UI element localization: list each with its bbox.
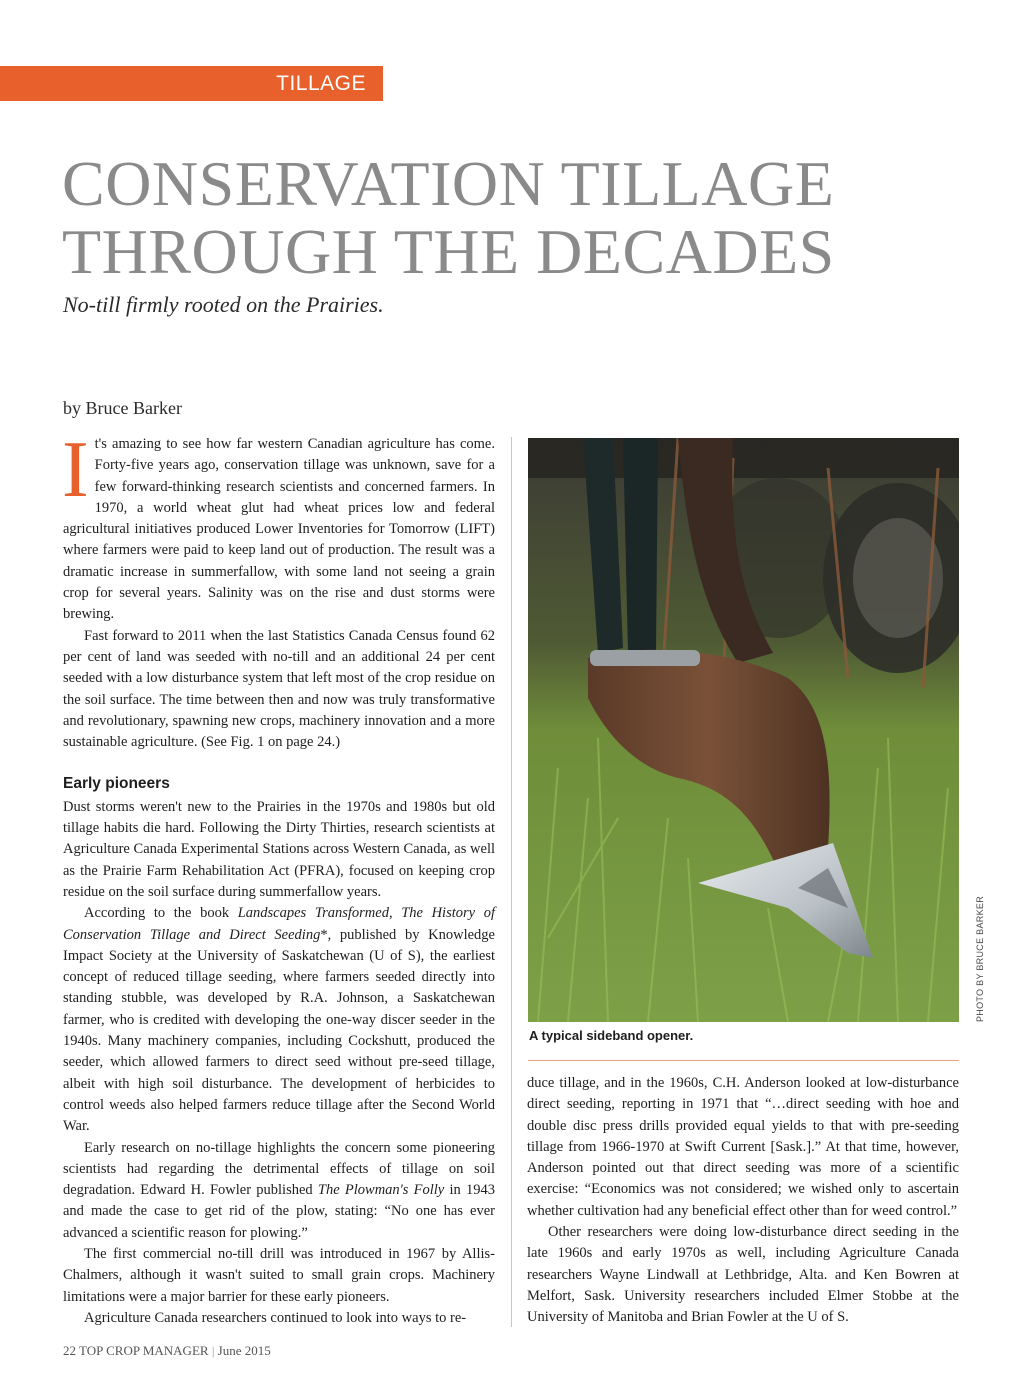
- section-banner: [0, 66, 383, 101]
- footer-separator: |: [211, 1343, 215, 1358]
- title-line-2: THROUGH THE DECADES: [62, 216, 835, 287]
- book-title: Landscapes Transformed, The History of Conservation Tillage and Direct Seeding: [63, 905, 495, 943]
- magazine-name: TOP CROP MANAGER: [79, 1343, 209, 1358]
- page-number: 22: [63, 1343, 76, 1358]
- page-footer: [63, 1343, 271, 1359]
- paragraph: Fast forward to 2011 when the last Statistics Canada Census found 62 per cent of land was seeded with no-till and an additional 24 per cent seeded with a low disturbance system that left most of the crop residue on the soil surface. The time between then and now was truly transformative and revolutionary, spawning new crops, machinery innovation and a more sustainable agriculture. (See Fig. 1 on page 24.): [63, 627, 495, 751]
- subheading-early-pioneers: Early pioneers: [63, 775, 170, 793]
- photo-caption: A typical sideband opener.: [529, 1028, 694, 1043]
- paragraph: Other researchers were doing low-disturbance direct seeding in the late 1960s and early 1970s as well, including Agriculture Canada researchers Wayne Lindwall at Lethbridge, Alta. and Ken Bowren at Melfort, Sask. University researchers included Elmer Stobbe at the University of Manitoba and Brian Fowler at the U of S.: [527, 1224, 959, 1326]
- right-column: [527, 1073, 959, 1329]
- drop-cap: I: [62, 426, 89, 514]
- article-title: [62, 150, 962, 286]
- paragraph: Early research on no-tillage highlights the concern some pioneering scientists had regarding the detrimental effects of tillage on soil degradation. Edward H. Fowler published The Plowman's Folly in 1943 and made the case to get rid of the plow, stating: “No one has ever advanced a scientific reason for plowing.”: [63, 1139, 495, 1241]
- byline: by Bruce Barker: [63, 398, 182, 418]
- section-label: TILLAGE: [276, 71, 366, 95]
- caption-divider: [528, 1060, 959, 1061]
- issue-date: June 2015: [217, 1343, 271, 1358]
- article-subtitle: No-till firmly rooted on the Prairies.: [63, 292, 384, 317]
- column-divider: [511, 437, 512, 1327]
- left-column: [62, 426, 495, 1329]
- photo-illustration: [528, 438, 959, 1022]
- photo-sideband-opener: [528, 438, 959, 1022]
- paragraph: According to the book Landscapes Transformed, The History of Conservation Tillage and Direct Seeding*, published by Knowledge Impact Society at the University of Saskatchewan (U of S), the earliest concept of reduced tillage seeding, where farmers seeded directly into standing stubble, was developed by R.A. Johnson, a Saskatchewan farmer, who is credited with developing the one-way discer seeder in the 1940s. Many machinery companies, including Cockshutt, produced the seeder, which allowed farmers to direct seed without pre-seed tillage, albeit with high soil disturbance. The development of herbicides to control weeds also helped farmers reduce tillage after the Second World War.: [63, 905, 495, 1135]
- paragraph: Agriculture Canada researchers continued to look into ways to re-: [84, 1309, 467, 1326]
- paragraph: Dust storms weren't new to the Prairies in the 1970s and 1980s but old tillage habits die hard. Following the Dirty Thirties, research scientists at Agriculture Canada Experimental Stations across Western Canada, as well as the Prairie Farm Rehabilitation Act (PFRA), focused on keeping crop residue on the soil surface during summerfallow years.: [63, 798, 495, 900]
- book-title: The Plowman's Folly: [317, 1182, 445, 1199]
- title-line-1: CONSERVATION TILLAGE: [62, 148, 835, 219]
- photo-credit: PHOTO BY BRUCE BARKER: [975, 896, 985, 1022]
- paragraph: The first commercial no-till drill was introduced in 1967 by Allis-Chalmers, although it wasn't suited to small grain crops. Machinery limitations were a major barrier for these early pioneers.: [63, 1245, 495, 1305]
- paragraph-intro: It's amazing to see how far western Canadian agriculture has come. Forty-five years ago, conservation tillage was unknown, save for a few forward-thinking research scientists and concerned farmers. In 1970, a world wheat glut had wheat prices low and federal agricultural initiatives produced Lower Inventories for Tomorrow (LIFT) where farmers were paid to keep land out of production. The result was a dramatic increase in summerfallow, with some land not seeing a grain crop for several years. Salinity was on the rise and dust storms were brewing.: [62, 426, 495, 623]
- paragraph: duce tillage, and in the 1960s, C.H. Anderson looked at low-disturbance direct seeding, reporting in 1971 that “…direct seeding with hoe and double disc press drills provided equal yields to that with pre-seeding tillage from 1966-1970 at Swift Current [Sask.].” At that time, however, Anderson pointed out that direct seeding was more of a scientific exercise: “Economics was not considered; we wished only to ascertain whether cultivation had any beneficial effect other than for weed control.”: [527, 1075, 959, 1219]
